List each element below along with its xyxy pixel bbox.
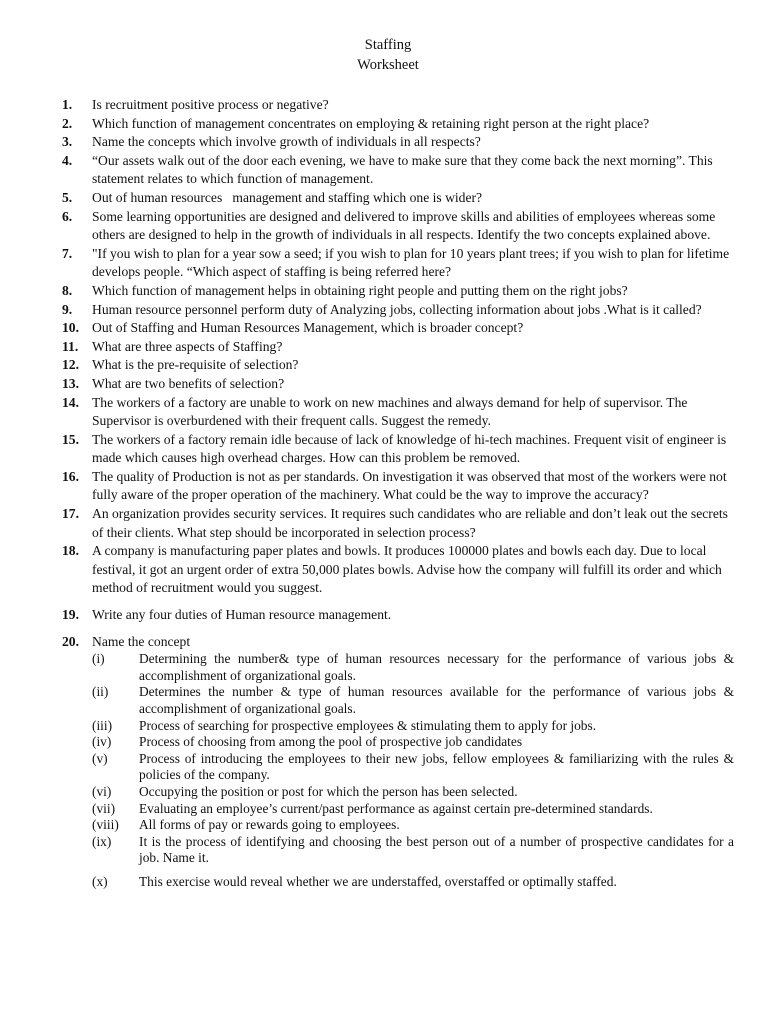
question-text: What are two benefits of selection? [92, 375, 285, 391]
question-10 [62, 319, 734, 338]
question-number: 11. [62, 338, 79, 354]
subitem-viii [92, 817, 734, 834]
question-number: 14. [62, 394, 79, 410]
page-title [0, 35, 768, 75]
question-text: The quality of Production is not as per standards. On investigation it was observed that most of the workers were not fully aware of the proper operation of the machinery. What could be the way to improve the accuracy? [92, 468, 727, 503]
question-text: Out of Staffing and Human Resources Management, which is broader concept? [92, 320, 524, 336]
question-17 [62, 505, 734, 542]
question-number: 10. [62, 320, 79, 336]
question-16 [62, 468, 734, 505]
question-text: Human resource personnel perform duty of Analyzing jobs, collecting information about jobs .What is it called? [92, 301, 702, 317]
question-text: What are three aspects of Staffing? [92, 338, 283, 354]
question-number: 9. [62, 301, 73, 317]
subitem-vii [92, 801, 734, 818]
question-text: What is the pre-requisite of selection? [92, 357, 299, 373]
question-number: 1. [62, 97, 73, 112]
question-15 [62, 431, 734, 468]
subitem-text: Determines the number & type of human resources available for the performance of various jobs & accomplishment of organizational goals. [139, 684, 734, 716]
question-number: 19. [62, 607, 79, 623]
subitem-ix [92, 834, 734, 867]
subitem-iv [92, 734, 734, 751]
question-text: Name the concept [92, 633, 191, 649]
question-number: 7. [62, 245, 73, 261]
subitem-text: All forms of pay or rewards going to employees. [139, 817, 400, 833]
question-8 [62, 282, 734, 301]
question-3 [62, 133, 734, 152]
question-number: 8. [62, 282, 73, 298]
subitem-text: Process of searching for prospective employees & stimulating them to apply for jobs. [139, 717, 597, 733]
question-19 [62, 606, 734, 625]
question-12 [62, 356, 734, 375]
question-number: 5. [62, 189, 73, 205]
question-text: A company is manufacturing paper plates and bowls. It produces 100000 plates and bowls each day. Due to local festival, it got an urgent order of extra 50,000 plates bowls. Advise how the company will fulfill its order and which method of recruitment would you suggest. [92, 543, 722, 596]
subitem-iii [92, 718, 734, 735]
question-20 [62, 633, 734, 652]
question-text: Some learning opportunities are designed and delivered to improve skills and abilities of employees whereas some others are designed to help in the growth of individuals in all respects. Identify the two concepts explained above. [92, 208, 716, 243]
subitem-text: This exercise would reveal whether we are understaffed, overstaffed or optimally staffed. [139, 873, 617, 889]
subitem-numeral: (ix) [92, 833, 112, 849]
question-6 [62, 208, 734, 245]
subitem-text: Determining the number& type of human resources necessary for the performance of various jobs & accomplishment of organizational goals. [139, 651, 734, 683]
question-text: The workers of a factory are unable to work on new machines and always demand for help of supervisor. The Supervisor is overburdened with their frequent calls. Suggest the remedy. [92, 394, 688, 429]
subitem-list [92, 651, 734, 890]
subitem-text: Process of introducing the employees to their new jobs, fellow employees & familiarizing with the rules & policies of the company. [139, 750, 734, 783]
subitem-numeral: (iii) [92, 717, 113, 733]
question-text: Name the concepts which involve growth of individuals in all respects? [92, 134, 481, 150]
question-text: Out of human resources management and staffing which one is wider? [92, 189, 483, 205]
question-text: Is recruitment positive process or negative? [92, 97, 329, 112]
subitem-numeral: (ii) [92, 684, 109, 700]
question-13 [62, 375, 734, 394]
subitem-numeral: (vi) [92, 783, 112, 799]
subitem-numeral: (vii) [92, 800, 116, 816]
question-9 [62, 301, 734, 320]
subitem-numeral: (v) [92, 750, 108, 766]
question-number: 4. [62, 152, 73, 168]
question-text: The workers of a factory remain idle because of lack of knowledge of hi-tech machines. Frequent visit of engineer is made which causes high overhead charges. How can this problem be removed. [92, 431, 727, 466]
subitem-numeral: (x) [92, 873, 108, 889]
question-number: 13. [62, 375, 79, 391]
question-text: Which function of management helps in obtaining right people and putting them on the right jobs? [92, 282, 628, 298]
question-7 [62, 245, 734, 282]
title-line-worksheet: Worksheet [357, 57, 419, 73]
question-text: Which function of management concentrates on employing & retaining right person at the right place? [92, 115, 650, 131]
subitem-x [92, 874, 734, 891]
question-2 [62, 115, 734, 134]
question-11 [62, 338, 734, 357]
question-number: 16. [62, 468, 79, 484]
subitem-numeral: (viii) [92, 817, 119, 833]
question-1 [62, 96, 734, 115]
question-14 [62, 394, 734, 431]
subitem-text: Evaluating an employee’s current/past performance as against certain pre-determined standards. [139, 800, 653, 816]
subitem-ii [92, 684, 734, 717]
subitem-numeral: (iv) [92, 734, 112, 750]
question-18 [62, 542, 734, 598]
subitem-text: Occupying the position or post for which the person has been selected. [139, 783, 518, 799]
question-number: 3. [62, 134, 73, 150]
question-text: An organization provides security services. It requires such candidates who are reliable and don’t leak out the secrets of their clients. What step should be incorporated in selection process? [92, 506, 728, 540]
question-number: 18. [62, 543, 79, 559]
question-4 [62, 152, 734, 189]
question-list [62, 96, 734, 891]
subitem-i [92, 651, 734, 684]
question-5 [62, 189, 734, 208]
question-text: “Our assets walk out of the door each evening, we have to make sure that they come back the next morning”. This statement relates to which function of management. [92, 152, 713, 187]
subitem-numeral: (i) [92, 651, 105, 667]
question-text: Write any four duties of Human resource management. [92, 607, 392, 623]
question-number: 12. [62, 357, 79, 373]
subitem-text: Process of choosing from among the pool of prospective job candidates [139, 734, 523, 750]
title-line-staffing: Staffing [364, 37, 412, 53]
question-number: 2. [62, 115, 73, 131]
subitem-v [92, 751, 734, 784]
subitem-vi [92, 784, 734, 801]
question-number: 17. [62, 506, 79, 522]
question-text: "If you wish to plan for a year sow a seed; if you wish to plan for 10 years plant trees; if you wish to plan for lifetime develops people. “Which aspect of staffing is being referred here? [92, 245, 730, 280]
question-number: 6. [62, 208, 73, 224]
question-number: 15. [62, 431, 79, 447]
subitem-text: It is the process of identifying and choosing the best person out of a number of prospective candidates for a job. Name it. [139, 833, 734, 866]
question-number: 20. [62, 633, 79, 649]
